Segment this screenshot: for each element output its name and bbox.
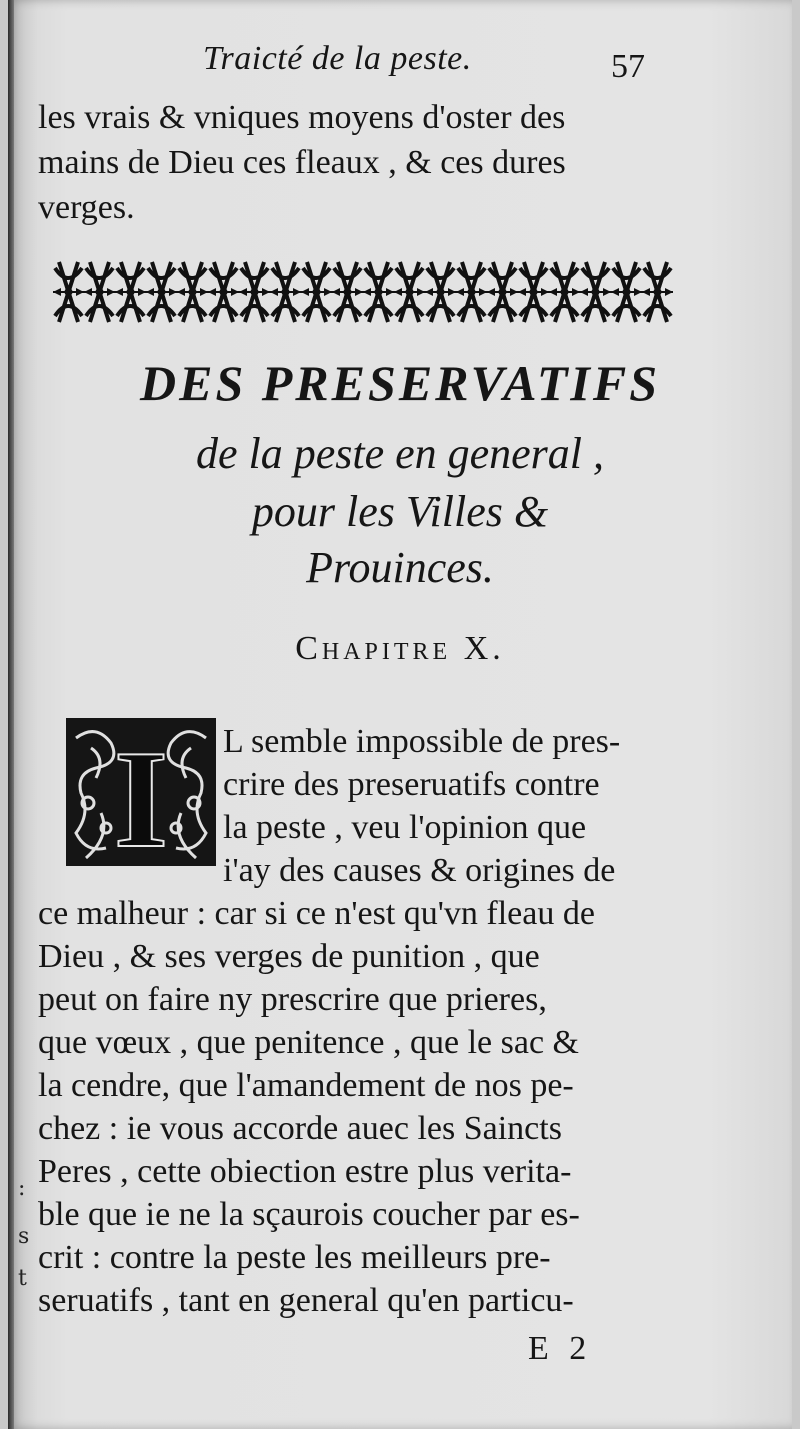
body-line: Peres , cette obiection estre plus verita- — [38, 1153, 572, 1190]
chapter-title-line-1: DES PRESERVATIFS — [140, 355, 660, 411]
ornamental-band — [53, 258, 673, 326]
dropcap-letter: I — [113, 722, 169, 866]
chapter-heading: Chapitre X. — [295, 630, 505, 667]
running-head: Traicté de la peste. — [203, 40, 472, 77]
body-line: peut on faire ny prescrire que prieres, — [38, 981, 547, 1018]
body-line: crit : contre la peste les meilleurs pre- — [38, 1239, 551, 1276]
intro-line: les vrais & vniques moyens d'oster des — [38, 99, 566, 136]
margin-mark: t — [18, 1266, 27, 1291]
body-line: ble que ie ne la sçaurois coucher par es- — [38, 1196, 580, 1233]
body-line: i'ay des causes & origines de — [223, 852, 616, 889]
catchword-signature: E 2 — [528, 1330, 593, 1367]
chapter-title-line-4: Prouinces. — [306, 543, 494, 592]
body-line: ce malheur : car si ce n'est qu'vn fleau de — [38, 895, 595, 932]
body-line: chez : ie vous accorde auec les Saincts — [38, 1110, 562, 1147]
body-line: Dieu , & ses verges de punition , que — [38, 938, 540, 975]
page-number: 57 — [611, 48, 645, 85]
margin-mark: s — [18, 1224, 30, 1249]
decorated-initial — [66, 718, 216, 866]
margin-mark: : — [18, 1176, 26, 1201]
page-gutter-shadow — [8, 0, 14, 1429]
body-line: la peste , veu l'opinion que — [223, 809, 587, 846]
intro-line: mains de Dieu ces fleaux , & ces dures — [38, 144, 566, 181]
body-line: que vœux , que penitence , que le sac & — [38, 1024, 579, 1061]
body-line: seruatifs , tant en general qu'en particu- — [38, 1282, 574, 1319]
book-page — [8, 0, 792, 1429]
body-line: crire des preseruatifs contre — [223, 766, 600, 803]
body-line: la cendre, que l'amandement de nos pe- — [38, 1067, 574, 1104]
body-line: L semble impossible de pres- — [223, 723, 621, 760]
intro-line: verges. — [38, 189, 135, 226]
chapter-title-line-2: de la peste en general , — [195, 429, 605, 478]
chapter-title-line-3: pour les Villes & — [251, 487, 549, 536]
